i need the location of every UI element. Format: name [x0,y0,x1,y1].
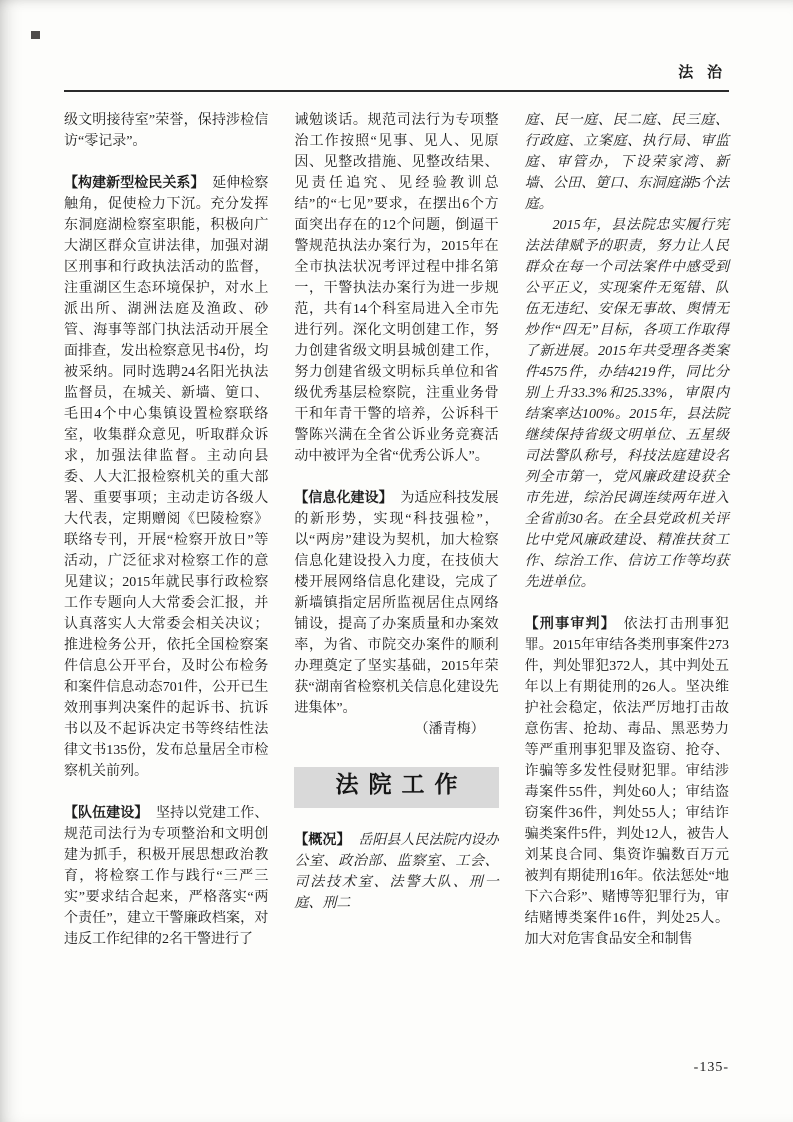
entry-body: 延伸检察触角，促使检力下沉。充分发挥东洞庭湖检察室职能，积极向广大湖区群众宣讲法律，加强对湖区刑事和行政执法活动的监督，注重湖区生态环境保护，对水上派出所、湖洲法庭及渔政、砂管、海事等部门执法活动开展全面排查，发出检察意见书4份，均被采纳。同时选聘24名阳光执法监督员，在城关、新墙、筻口、毛田4个中心集镇设置检察联络室，收集群众意见，听取群众诉求，加强法律监督。主动向县委、人大汇报检察机关的重大部署、重要事项；主动走访各级人大代表，定期赠阅《巴陵检察》联络专刊，开展“检察开放日”等活动，广泛征求对检察工作的意见建议；2015年就民事行政检察工作专题向人大常委会汇报，并认真落实人大常委会相关决议；推进检务公开，依托全国检察案件信息公开平台，及时公布检务和案件信息动态701件，公开已生效刑事判决案件的起诉书、抗诉书以及不起诉决定书等终结性法律文书135份，发布总量居全市检察机关前列。 [64,176,269,779]
scan-artifact-mark [31,31,40,39]
paragraph-text: 2015年，县法院忠实履行宪法法律赋予的职责，努力让人民群众在每一个司法案件中感受到公平正义，实现案件无冤错、队伍无违纪、安保无事故、舆情无炒作“四无”目标，各项工作取得了新进展。2015年共受理各类案件4575件，办结4219件，同比分别上升33.3%和25.33%，审限内结案率达100%。2015年，县法院继续保持省级文明单位、五星级司法警队称号，科技法庭建设名列全市第一，党风廉政建设获全市先进，综治民调连续两年进入全省前30名。在全县党政机关评比中党风廉政建设、精准扶贫工作、综治工作、信访工作等均获先进单位。 [524,218,729,590]
entry-body: 岳阳县人民法院内设办公室、政治部、监察室、工会、司法技术室、法警大队、刑一庭、刑二 [294,833,499,911]
entry-overview [294,830,498,914]
entry-new-procuratorate-relations [64,173,268,782]
page-content [64,110,729,950]
paragraph-continuation [294,110,498,467]
column-middle [294,110,498,950]
header-section-title: 法 治 [678,65,727,81]
entry-body: 依法打击刑事犯罪。2015年审结各类刑事案件273件，判处罪犯372人，其中判处五年以上有期徒刑的26人。坚决维护社会稳定，依法严厉地打击故意伤害、抢劫、毒品、黑恶势力等严重刑事犯罪及盗窃、抢夺、诈骗等多发性侵财犯罪。审结涉毒案件55件，判处60人；审结盗窃案件36件，判处55人；审结诈骗类案件5件，判处12人，被告人刘某良合同、集资诈骗数百万元被判有期徒刑16年。依法惩处“地下六合彩”、赌博等犯罪行为，审结赌博类案件16件，判处25人。加大对危害食品安全和制售 [524,617,729,947]
page-header [678,61,727,82]
section-heading-court-work [294,767,498,808]
paragraph-text: 级文明接待室”荣誉，保持涉检信访“零记录”。 [64,113,269,149]
byline-author [294,719,498,740]
entry-heading: 【队伍建设】 [64,806,149,821]
entry-informatization [294,488,498,719]
entry-body: 为适应科技发展的新形势，实现“科技强检”，以“两房”建设为契机，加大检察信息化建设投入力度，在技侦大楼开展网络信息化建设，完成了新墙镇指定居所监视居住点网络铺设，提高了办案质量和办案效率，为省、市院交办案件的顺利办理奠定了坚实基础，2015年荣获“湖南省检察机关信息化建设先进集体”。 [294,491,499,716]
entry-heading: 【刑事审判】 [524,617,616,632]
section-heading-text: 法院工作 [335,772,468,797]
paragraph-overview-stats [525,215,729,593]
column-right [525,110,729,950]
page-footer [694,1058,729,1076]
entry-criminal-trials [525,614,729,950]
entry-heading: 【信息化建设】 [294,491,393,506]
header-rule [64,90,729,92]
page-number: -135- [693,1060,729,1075]
entry-body: 坚持以党建工作、规范司法行为专项整治和文明创建为抓手，积极开展思想政治教育，将检察工作与践行“三严三实”要求结合起来，严格落实“两个责任”，建立干警廉政档案，对违反工作纪律的2名干警进行了 [64,806,269,947]
paragraph-text: 庭、民一庭、民二庭、民三庭、行政庭、立案庭、执行局、审监庭、审管办，下设荣家湾、新墙、公田、筻口、东洞庭湖5个法庭。 [524,113,729,212]
paragraph-text: 诫勉谈话。规范司法行为专项整治工作按照“见事、见人、见原因、见整改措施、见整改结果、见责任追究、见经验教训总结”的“七见”要求，在摆出6个方面突出存在的12个问题，倒逼干警规范执法办案行为，2015年在全市执法状况考评过程中排名第一，干警执法办案行为进一步规范，共有14个科室局进入全市先进行列。深化文明创建工作，努力创建省级文明县城创建工作，努力创建省级文明标兵单位和省级优秀基层检察院，注重业务骨干和年青干警的培养，公诉科干警陈兴满在全省公诉业务竞赛活动中被评为全省“优秀公诉人”。 [294,113,499,464]
paragraph-continuation [525,110,729,215]
entry-heading: 【概况】 [294,833,351,848]
column-left [64,110,268,950]
entry-heading: 【构建新型检民关系】 [64,176,205,191]
paragraph-continuation [64,110,268,152]
byline-text: （潘青梅） [414,722,485,737]
entry-team-building [64,803,268,950]
